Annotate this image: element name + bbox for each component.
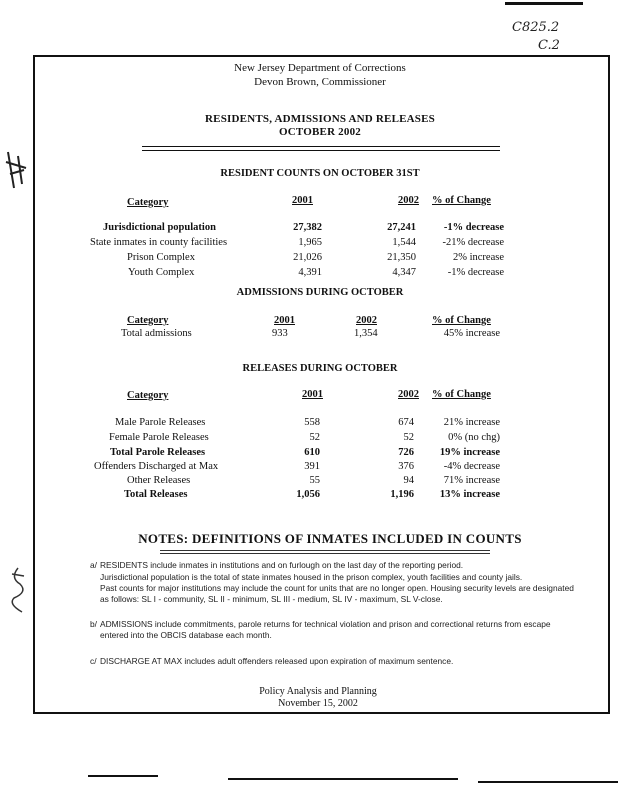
releases-row-2001: 1,056	[296, 489, 320, 500]
resident-row-2001: 21,026	[293, 252, 322, 263]
resident-row-2002: 4,347	[392, 267, 416, 278]
admissions-col-2001: 2001	[274, 315, 295, 326]
releases-row-change: 19% increase	[439, 447, 500, 458]
admissions-row-2001: 933	[272, 328, 288, 339]
report-period: OCTOBER 2002	[279, 126, 361, 138]
resident-col-2001: 2001	[292, 195, 313, 206]
top-scan-mark	[505, 2, 583, 5]
releases-row-2002: 94	[403, 475, 414, 486]
document-frame	[33, 55, 610, 714]
releases-row-2001: 55	[309, 475, 320, 486]
resident-row-2001: 27,382	[293, 222, 322, 233]
note-a-line: Past counts for major institutions may include the count for units that are no longer open. Housing security levels are designated	[100, 583, 574, 593]
releases-row-label: Total Parole Releases	[110, 447, 206, 458]
releases-row-2002: 726	[398, 447, 414, 458]
resident-row-2001: 4,391	[298, 267, 322, 278]
resident-row-2002: 1,544	[392, 237, 416, 248]
releases-row-2002: 674	[398, 417, 414, 428]
left-margin-signature-icon	[6, 566, 30, 614]
report-title: RESIDENTS, ADMISSIONS AND RELEASES	[205, 113, 435, 125]
note-b-line: entered into the OBCIS database each month.	[100, 630, 272, 640]
releases-row-change: -4% decrease	[443, 461, 500, 472]
bottom-scan-mark	[478, 781, 618, 783]
handwritten-catalog-number: C825.2	[512, 20, 560, 35]
left-margin-mark-icon	[4, 150, 30, 190]
releases-row-label: Total Releases	[124, 489, 188, 500]
releases-col-change: % of Change	[432, 389, 491, 400]
releases-row-2001: 558	[304, 417, 320, 428]
title-rule-bottom	[142, 150, 500, 151]
releases-row-label: Male Parole Releases	[115, 417, 206, 428]
document-frame-left	[33, 55, 35, 712]
note-b-line: ADMISSIONS include commitments, parole returns for technical violation and prison and correctional returns from escape	[100, 619, 551, 629]
resident-row-label: Jurisdictional population	[103, 222, 216, 233]
note-b-marker: b/	[90, 619, 97, 629]
document-frame-bottom	[33, 712, 610, 714]
admissions-col-change: % of Change	[432, 315, 491, 326]
releases-row-label: Female Parole Releases	[109, 432, 209, 443]
resident-row-label: Youth Complex	[128, 267, 195, 278]
releases-row-change: 71% increase	[443, 475, 500, 486]
department-name: New Jersey Department of Corrections	[234, 62, 406, 74]
releases-row-2001: 610	[304, 447, 320, 458]
notes-rule-bottom	[160, 553, 490, 554]
bottom-scan-mark	[228, 778, 458, 780]
releases-row-label: Other Releases	[127, 475, 191, 486]
footer-date: November 15, 2002	[278, 698, 358, 709]
commissioner-name: Devon Brown, Commissioner	[254, 76, 386, 88]
resident-row-change: -21% decrease	[442, 237, 504, 248]
notes-heading: NOTES: DEFINITIONS OF INMATES INCLUDED IN COUNTS	[138, 531, 522, 546]
releases-row-change: 0% (no chg)	[448, 432, 500, 443]
resident-row-change: 2% increase	[452, 252, 504, 263]
resident-col-change: % of Change	[432, 195, 491, 206]
admissions-col-category: Category	[127, 315, 169, 326]
footer-unit: Policy Analysis and Planning	[259, 686, 377, 697]
releases-row-2001: 52	[309, 432, 320, 443]
releases-col-category: Category	[127, 390, 169, 401]
admissions-row-label: Total admissions	[121, 328, 192, 339]
admissions-section-heading: ADMISSIONS DURING OCTOBER	[236, 287, 404, 298]
note-a-line: as follows: SL I - community, SL II - minimum, SL III - medium, SL IV - maximum, SL V-close.	[100, 594, 443, 604]
admissions-col-2002: 2002	[356, 315, 377, 326]
resident-col-category: Category	[127, 197, 169, 208]
note-c-line: DISCHARGE AT MAX includes adult offenders released upon expiration of maximum sentence.	[100, 656, 454, 666]
handwritten-copy-number: C.2	[538, 38, 560, 53]
resident-col-2002: 2002	[398, 195, 419, 206]
note-a-line: RESIDENTS include inmates in institutions and on furlough on the last day of the reporting period.	[100, 560, 464, 570]
releases-row-2002: 1,196	[390, 489, 414, 500]
resident-row-label: State inmates in county facilities	[90, 237, 228, 248]
releases-row-label: Offenders Discharged at Max	[94, 461, 219, 472]
note-c-marker: c/	[90, 656, 97, 666]
releases-row-change: 21% increase	[443, 417, 500, 428]
admissions-row-2002: 1,354	[354, 328, 378, 339]
admissions-row-change: 45% increase	[443, 328, 500, 339]
resident-row-change: -1% decrease	[447, 267, 504, 278]
note-a-marker: a/	[90, 560, 97, 570]
releases-row-2002: 376	[398, 461, 414, 472]
releases-row-2001: 391	[304, 461, 320, 472]
releases-col-2002: 2002	[398, 389, 419, 400]
releases-row-change: 13% increase	[439, 489, 500, 500]
resident-section-heading: RESIDENT COUNTS ON OCTOBER 31ST	[220, 168, 420, 179]
note-a-line: Jurisdictional population is the total of state inmates housed in the prison complex, youth facilities and county jails.	[100, 572, 523, 582]
releases-col-2001: 2001	[302, 389, 323, 400]
resident-row-2002: 21,350	[387, 252, 416, 263]
title-rule-top	[142, 146, 500, 147]
releases-row-2002: 52	[403, 432, 414, 443]
resident-row-2002: 27,241	[387, 222, 416, 233]
notes-rule-top	[160, 550, 490, 551]
resident-row-change: -1% decrease	[443, 222, 504, 233]
bottom-scan-mark	[88, 775, 158, 777]
releases-section-heading: RELEASES DURING OCTOBER	[242, 363, 398, 374]
resident-row-label: Prison Complex	[127, 252, 195, 263]
resident-row-2001: 1,965	[298, 237, 322, 248]
